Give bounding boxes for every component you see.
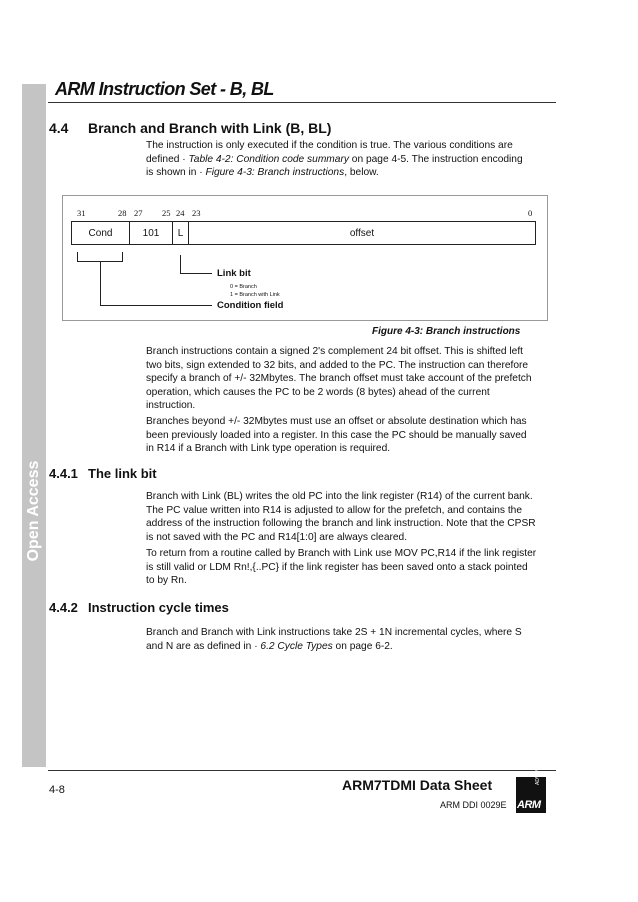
- text-line: is not saved with the PC and R14[1:0] are always cleared.: [146, 531, 408, 543]
- section-number: 4.4: [49, 120, 69, 136]
- text-line: To return from a routine called by Branch with Link use MOV PC,R14 if the link register: [146, 548, 537, 559]
- bit-23: 23: [192, 208, 201, 218]
- bit-27: 27: [134, 208, 143, 218]
- bit-28: 28: [118, 208, 127, 218]
- bit-24: 24: [176, 208, 185, 218]
- subsection-title-link: The link bit: [88, 466, 157, 481]
- text-line: [146, 640, 548, 654]
- bit-31: 31: [77, 208, 86, 218]
- text-line: specify a branch of +/- 32Mbytes. The branch offset must take account of the prefetch: [146, 373, 532, 384]
- link-leader-horizontal: [180, 273, 212, 274]
- footer-doc-title: ARM7TDMI Data Sheet: [342, 777, 493, 793]
- xref-table-4-2[interactable]: Table 4-2: Condition code summary: [188, 153, 349, 165]
- intro-text: is shown in: [146, 167, 200, 178]
- sidebar-label: Open Access: [25, 460, 42, 562]
- text-line: instruction.: [146, 400, 196, 411]
- intro-text: defined: [146, 153, 183, 165]
- text-line: in R14 if a Branch with Link type operation is required.: [146, 443, 391, 454]
- cycle-times-paragraph: [146, 626, 548, 653]
- branch-paragraph-1: [146, 345, 548, 413]
- text-line: to by Rn.: [146, 575, 187, 586]
- text-line: Branch instructions contain a signed 2's complement 24 bit offset. This is shifted left: [146, 346, 524, 357]
- cond-leader-horizontal: [100, 305, 212, 306]
- bit-25: 25: [162, 208, 171, 218]
- subsection-title-cycles: Instruction cycle times: [88, 600, 229, 615]
- section-intro: [146, 139, 548, 180]
- text-line: operation, which causes the PC to be 2 words (8 bytes) ahead of the current: [146, 386, 490, 398]
- bit-0: 0: [528, 208, 533, 218]
- field-offset: offset: [188, 221, 536, 245]
- link-bit-0-note: 0 = Branch: [230, 284, 257, 290]
- cond-bracket-left: [77, 252, 78, 261]
- page-header-title: ARM Instruction Set - B, BL: [55, 79, 274, 99]
- text-line: been previously loaded into a register. In this case the PC should be manually saved: [146, 429, 527, 441]
- text-line: Branch and Branch with Link instructions take 2S + 1N incremental cycles, where S: [146, 627, 522, 638]
- link-bit-paragraph-2: [146, 547, 548, 588]
- page-number: 4-8: [49, 784, 65, 796]
- branch-paragraph-2: [146, 415, 548, 456]
- text-span: on page 6-2.: [332, 640, 393, 652]
- section-title: Branch and Branch with Link (B, BL): [88, 120, 332, 136]
- text-line: The PC value written into R14 is adjusted to allow for the prefetch, and contains the: [146, 504, 523, 516]
- xref-bullet: ·: [182, 153, 189, 165]
- link-bit-paragraph-1: [146, 490, 548, 544]
- link-leader-vertical: [180, 255, 181, 274]
- sidebar-tab: [22, 84, 46, 767]
- field-opcode: 101: [129, 221, 173, 245]
- cond-leader-vertical: [100, 261, 101, 306]
- figure-caption: Figure 4-3: Branch instructions: [372, 326, 521, 337]
- logo-subtext: ADVANCED RISC MACHINES: [535, 716, 541, 785]
- text-line: address of the instruction following the branch and link instruction. Note that the CPSR: [146, 518, 536, 529]
- text-span: and N are as defined in: [146, 640, 255, 652]
- text-line: Branch with Link (BL) writes the old PC into the link register (R14) of the current bank.: [146, 491, 533, 502]
- intro-line-3: [146, 166, 548, 180]
- intro-line-2: [146, 153, 548, 167]
- subsection-number-link: 4.4.1: [49, 466, 78, 481]
- xref-cycle-types[interactable]: 6.2 Cycle Types: [260, 640, 333, 652]
- logo-text: ARM: [517, 799, 541, 811]
- subsection-number-cycles: 4.4.2: [49, 600, 78, 615]
- xref-bullet: ·: [199, 167, 206, 178]
- arm-logo: [516, 716, 546, 813]
- xref-bullet: ·: [254, 640, 261, 652]
- field-cond: Cond: [71, 221, 130, 245]
- text-line: Branches beyond +/- 32Mbytes must use an offset or absolute destination which has: [146, 416, 527, 427]
- header-rule: [48, 102, 556, 103]
- intro-text: on page 4-5. The instruction encoding: [348, 153, 523, 165]
- intro-text: , below.: [344, 167, 379, 178]
- footer-rule: [48, 770, 556, 771]
- text-line: is still valid or LDM Rn!,{..PC} if the link register has been saved onto a stack pointed: [146, 561, 528, 573]
- intro-line-1: The instruction is only executed if the condition is true. The various conditions are: [146, 140, 513, 151]
- field-link: L: [172, 221, 189, 245]
- link-bit-1-note: 1 = Branch with Link: [230, 292, 280, 298]
- link-bit-label: Link bit: [217, 268, 251, 279]
- footer-doc-id: ARM DDI 0029E: [440, 800, 507, 810]
- cond-bracket-right: [122, 252, 123, 261]
- xref-figure-4-3[interactable]: Figure 4-3: Branch instructions: [205, 167, 345, 178]
- condition-field-label: Condition field: [217, 300, 284, 311]
- text-line: two bits, sign extended to 32 bits, and added to the PC. The instruction can therefore: [146, 359, 529, 371]
